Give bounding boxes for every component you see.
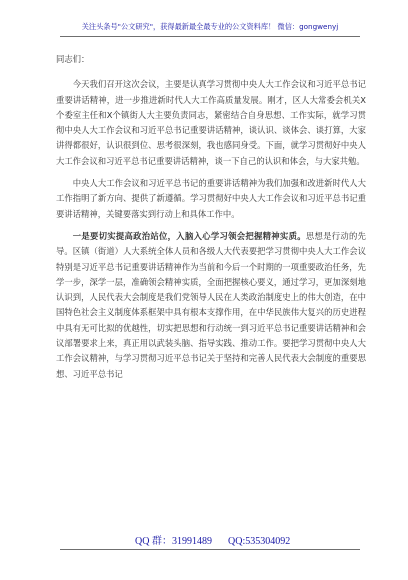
paragraph-3-lead: 一是要切实提高政治站位，入脑入心学习领会把握精神实质。 (72, 230, 306, 241)
salutation: 同志们： (56, 54, 90, 64)
contact-footer (0, 534, 408, 550)
paragraph-1-text: 今天我们召开这次会议，主要是认真学习贯彻中央人大工作会议和习近平总书记重要讲话精神，进一步推进新时代人大工作高质量发展。刚才，区人大常委会机关X个委室主任和X个镇街人大主要负责同志，紧密结合自身思想、工作实际，就学习贯彻中央人大工作会议和习近平总书记重要讲话精神，谈认识、谈体会、谈打算，大家讲得都很好，认识很到位、思考很深刻，我也感同身受。下面，就学习贯彻好中央人大工作会议和习近平总书记重要讲话精神，谈一下自己的认识和体会，与大家共勉。 (56, 79, 366, 166)
promo-header: 关注头条号"公文研究"，获得最新最全最专业的公文资料库！ 微信：gongwenyj (81, 22, 339, 31)
document-body (56, 52, 366, 389)
paragraph-2 (56, 176, 366, 222)
header-divider (60, 36, 360, 37)
paragraph-1 (56, 77, 366, 169)
footer-divider (60, 549, 360, 550)
qq-number: QQ:535304092 (228, 536, 291, 547)
paragraph-2-text: 中央人大工作会议和习近平总书记的重要讲话精神为我们加强和改进新时代人大工作指明了新方向、提供了新遵循。学习贯彻好中央人大工作会议和习近平总书记重要讲话精神，关键要落实到行动上和具体工作中。 (56, 178, 366, 219)
paragraph-3 (56, 229, 366, 382)
qq-group-number: QQ 群：31991489 (135, 536, 212, 547)
paragraph-3-text: 思想是行动的先导。区镇（街道）人大系统全体人员和各级人大代表要把学习贯彻中央人大工作会议特别是习近平总书记重要讲话精神作为当前和今后一个时期的一项重要政治任务，先学一步，深学一层，准确领会精神实质，全面把握核心要义，通过学习，更加深刻地认识到，人民代表大会制度是我们党领导人民在人类政治制度史上的伟大创造，在中国特色社会主义制度体系框架中具有根本支撑作用，在中华民族伟大复兴的历史进程中具有无可比拟的优越性，切实把思想和行动统一到习近平总书记重要讲话精神和会议部署要求上来，真正用以武装头脑、指导实践、推动工作。要把学习贯彻中央人大工作会议精神，与学习贯彻习近平总书记关于坚持和完善人民代表大会制度的重要思想、习近平总书记 (56, 230, 366, 379)
